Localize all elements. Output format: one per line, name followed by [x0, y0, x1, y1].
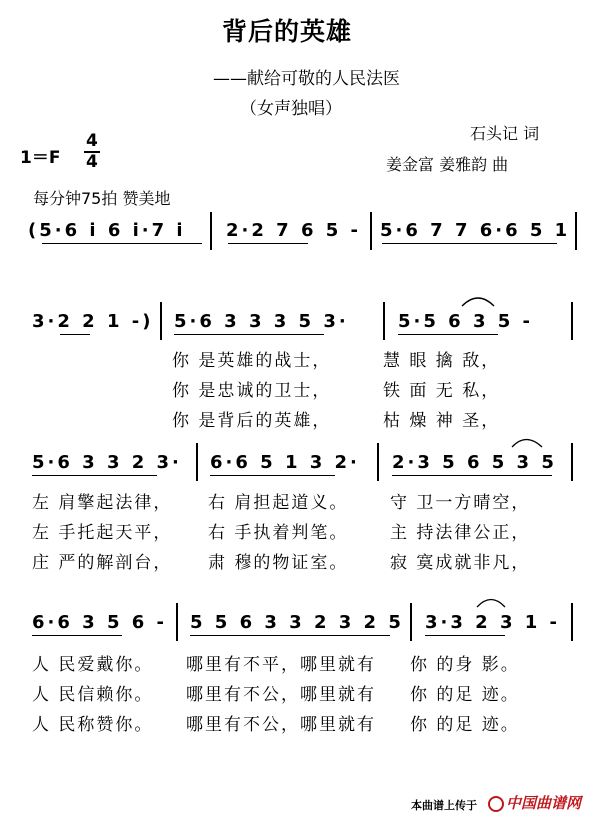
lyric-line: 你 是英雄的战士， [172, 351, 332, 371]
lyric-line: 人 民爱戴你。 [32, 655, 154, 675]
dedication: ——献给可敬的人民法医 [213, 69, 400, 89]
score-line1-measure2: 2·2 7 6 5 - [226, 220, 361, 241]
score-line2-measure1: 3·2 2 1 -) [32, 311, 154, 332]
site-logo-icon [488, 796, 504, 812]
lyric-line: 右 手执着判笔。 [208, 523, 349, 543]
lyric-line: 人 民称赞你。 [32, 715, 154, 735]
lyricist-credit: 石头记 词 [470, 124, 540, 143]
lyric-line: 你 的足 迹。 [410, 715, 520, 735]
score-line2-measure3: 5·5 6 3 5 - [398, 311, 533, 332]
score-line3-measure1: 5·6 3 3 2 3· [32, 452, 182, 473]
lyric-line: 你 的身 影。 [410, 655, 520, 675]
lyric-line: 左 肩擎起法律， [32, 493, 173, 513]
lyric-line: 你 是背后的英雄， [172, 411, 332, 431]
lyric-line: 庄 严的解剖台， [32, 553, 173, 573]
upload-note: 本曲谱上传于 [411, 799, 477, 812]
composer-credit: 姜金富 姜雅韵 曲 [386, 155, 509, 174]
time-signature-bottom: 4 [86, 152, 98, 172]
lyric-line: 哪里有不公，哪里就有 [186, 685, 376, 705]
score-line3-measure2: 6·6 5 1 3 2· [210, 452, 360, 473]
score-line1-measure3: 5·6 7 7 6·6 5 1 [380, 220, 571, 241]
lyric-line: 枯 燥 神 圣， [383, 411, 501, 431]
score-line4-measure3: 3·3 2 3 1 - [425, 612, 560, 633]
lyric-line: 你 是忠诚的卫士， [172, 381, 332, 401]
lyric-line: 慧 眼 擒 敌， [383, 351, 501, 371]
lyric-line: 人 民信赖你。 [32, 685, 154, 705]
performance-note: （女声独唱） [240, 99, 342, 119]
lyric-line: 主 持法律公正， [390, 523, 531, 543]
lyric-line: 右 肩担起道义。 [208, 493, 349, 513]
site-logo[interactable] [488, 792, 581, 813]
score-line3-measure3: 2·3 5 6 5 3 5 [392, 452, 557, 473]
lyric-line: 肃 穆的物证室。 [208, 553, 349, 573]
lyric-line: 铁 面 无 私， [383, 381, 501, 401]
tempo-marking: 每分钟75拍 赞美地 [33, 189, 171, 208]
lyric-line: 守 卫一方晴空， [390, 493, 531, 513]
score-line4-measure2: 5 5 6 3 3 2 3 2 5 [190, 612, 404, 633]
time-signature-top: 4 [86, 131, 98, 151]
score-line1-measure1: (5·6 i 6 i·7 i [28, 220, 186, 241]
lyric-line: 寂 寞成就非凡， [390, 553, 531, 573]
site-logo-text: 中国曲谱网 [506, 794, 582, 812]
lyric-line: 左 手托起天平， [32, 523, 173, 543]
lyric-line: 哪里有不平，哪里就有 [186, 655, 376, 675]
score-line4-measure1: 6·6 3 5 6 - [32, 612, 167, 633]
key-signature: 1＝F [20, 148, 61, 168]
song-title: 背后的英雄 [222, 17, 353, 46]
score-line2-measure2: 5·6 3 3 3 5 3· [174, 311, 349, 332]
lyric-line: 哪里有不公，哪里就有 [186, 715, 376, 735]
lyric-line: 你 的足 迹。 [410, 685, 520, 705]
